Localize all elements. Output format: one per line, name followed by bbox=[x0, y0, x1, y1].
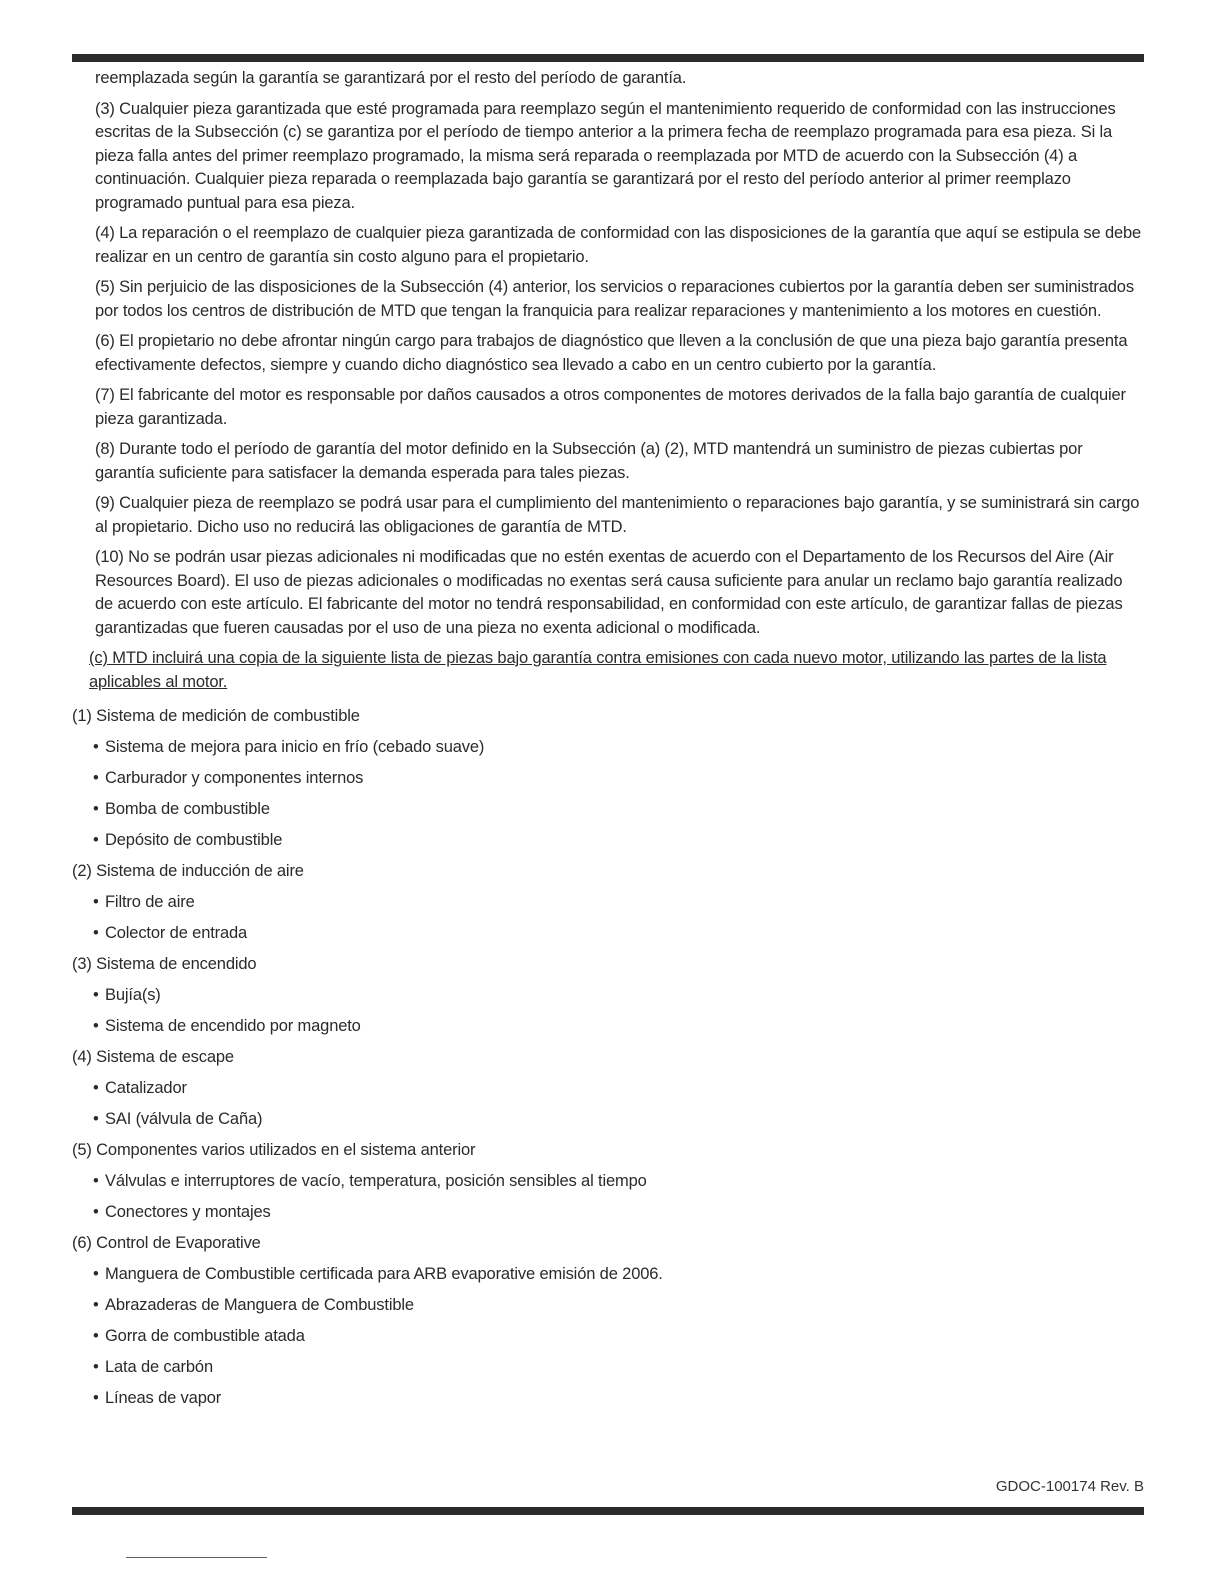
bullet-icon: • bbox=[93, 1389, 99, 1407]
list-item: • Gorra de combustible atada bbox=[72, 1321, 1144, 1352]
list-item: • Líneas de vapor bbox=[72, 1383, 1144, 1414]
bullet-icon: • bbox=[93, 1327, 99, 1345]
bullet-icon: • bbox=[93, 893, 99, 911]
list-item: • Catalizador bbox=[72, 1073, 1144, 1104]
system-title: (3) Sistema de encendido bbox=[72, 955, 257, 973]
bullet-icon: • bbox=[93, 800, 99, 818]
list-item: • Sistema de mejora para inicio en frío (cebado suave) bbox=[72, 732, 1144, 763]
system-title: (5) Componentes varios utilizados en el sistema anterior bbox=[72, 1141, 476, 1159]
list-item: • Depósito de combustible bbox=[72, 825, 1144, 856]
paragraph-8: (8) Durante todo el período de garantía del motor definido en la Subsección (a) (2), MTD mantendrá un suministro de piezas cubiertas por garantía suficiente para satisfacer la demanda esperada para tales piezas. bbox=[95, 440, 1083, 482]
list-item: • Bomba de combustible bbox=[72, 794, 1144, 825]
bullet-icon: • bbox=[93, 1079, 99, 1097]
bullet-icon: • bbox=[93, 831, 99, 849]
system-title: (6) Control de Evaporative bbox=[72, 1234, 261, 1252]
document-body bbox=[72, 67, 1144, 1414]
paragraph-4: (4) La reparación o el reemplazo de cualquier pieza garantizada de conformidad con las disposiciones de la garantía que aquí se estipula se debe realizar en un centro de garantía sin costo alguno para el propietario. bbox=[95, 224, 1142, 266]
emission-parts-list bbox=[72, 701, 1144, 1414]
bottom-rule bbox=[72, 1507, 1144, 1515]
list-item: • Bujía(s) bbox=[72, 980, 1144, 1011]
system-title: (4) Sistema de escape bbox=[72, 1048, 234, 1066]
document-code: GDOC-100174 Rev. B bbox=[995, 1478, 1144, 1495]
bullet-icon: • bbox=[93, 1172, 99, 1190]
list-item: • Válvulas e interruptores de vacío, temperatura, posición sensibles al tiempo bbox=[72, 1166, 1144, 1197]
bullet-icon: • bbox=[93, 1296, 99, 1314]
bullet-icon: • bbox=[93, 1358, 99, 1376]
bullet-icon: • bbox=[93, 924, 99, 942]
list-item: • Conectores y montajes bbox=[72, 1197, 1144, 1228]
footnote-rule bbox=[126, 1557, 267, 1558]
list-item: • Carburador y componentes internos bbox=[72, 763, 1144, 794]
paragraph-6: (6) El propietario no debe afrontar ningún cargo para trabajos de diagnóstico que lleven a la conclusión de que una pieza bajo garantía presenta efectivamente defectos, siempre y cuando dicho diagnóstico sea llevado a cabo en un centro cubierto por la garantía. bbox=[95, 332, 1128, 374]
list-item: • Abrazaderas de Manguera de Combustible bbox=[72, 1290, 1144, 1321]
bullet-icon: • bbox=[93, 769, 99, 787]
paragraph-3: (3) Cualquier pieza garantizada que esté programada para reemplazo según el mantenimiento requerido de conformidad con las instrucciones escritas de la Subsección (c) se garantiza por el período de tiempo anterior a la primera fecha de reemplazo programada para esa pieza. Si la pieza falla antes del primer reemplazo programado, la misma será reparada o reemplazada por MTD de acuerdo con la Subsección (4) a continuación. Cualquier pieza reparada o reemplazada bajo garantía se garantizará por el resto del período anterior al primer reemplazo programado puntual para esa pieza. bbox=[95, 99, 1116, 212]
paragraph-continuation: reemplazada según la garantía se garantizará por el resto del período de garantía. bbox=[95, 69, 687, 87]
top-rule bbox=[72, 54, 1144, 62]
system-title: (1) Sistema de medición de combustible bbox=[72, 707, 360, 725]
paragraph-9: (9) Cualquier pieza de reemplazo se podrá usar para el cumplimiento del mantenimiento o reparaciones bajo garantía, y se suministrará sin cargo al propietario. Dicho uso no reducirá las obligaciones de garantía de MTD. bbox=[95, 494, 1140, 536]
bullet-icon: • bbox=[93, 1110, 99, 1128]
bullet-icon: • bbox=[93, 1265, 99, 1283]
paragraph-5: (5) Sin perjuicio de las disposiciones de la Subsección (4) anterior, los servicios o reparaciones cubiertos por la garantía deben ser suministrados por todos los centros de distribución de MTD que tengan la franquicia para realizar reparaciones y mantenimiento a los motores en cuestión. bbox=[95, 278, 1134, 320]
list-item: • Colector de entrada bbox=[72, 918, 1144, 949]
list-item: • Lata de carbón bbox=[72, 1352, 1144, 1383]
bullet-icon: • bbox=[93, 986, 99, 1004]
bullet-icon: • bbox=[93, 1203, 99, 1221]
paragraph-7: (7) El fabricante del motor es responsable por daños causados a otros componentes de motores derivados de la falla bajo garantía de cualquier pieza garantizada. bbox=[95, 386, 1126, 428]
bullet-icon: • bbox=[93, 1017, 99, 1035]
list-item: • Sistema de encendido por magneto bbox=[72, 1011, 1144, 1042]
subsection-c-heading: (c) MTD incluirá una copia de la siguiente lista de piezas bajo garantía contra emisiones con cada nuevo motor, utilizando las partes de la lista aplicables al motor. bbox=[89, 649, 1107, 691]
system-title: (2) Sistema de inducción de aire bbox=[72, 862, 304, 880]
bullet-icon: • bbox=[93, 738, 99, 756]
list-item: • SAI (válvula de Caña) bbox=[72, 1104, 1144, 1135]
paragraph-10: (10) No se podrán usar piezas adicionales ni modificadas que no estén exentas de acuerdo con el Departamento de los Recursos del Aire (Air Resources Board). El uso de piezas adicionales o modificadas no exentas será causa suficiente para anular un reclamo bajo garantía realizado de acuerdo con este artículo. El fabricante del motor no tendrá responsabilidad, en conformidad con este artículo, de garantizar fallas de piezas garantizadas que fueren causadas por el uso de una pieza no exenta adicional o modificada. bbox=[95, 548, 1123, 637]
list-item: • Manguera de Combustible certificada para ARB evaporative emisión de 2006. bbox=[72, 1259, 1144, 1290]
list-item: • Filtro de aire bbox=[72, 887, 1144, 918]
